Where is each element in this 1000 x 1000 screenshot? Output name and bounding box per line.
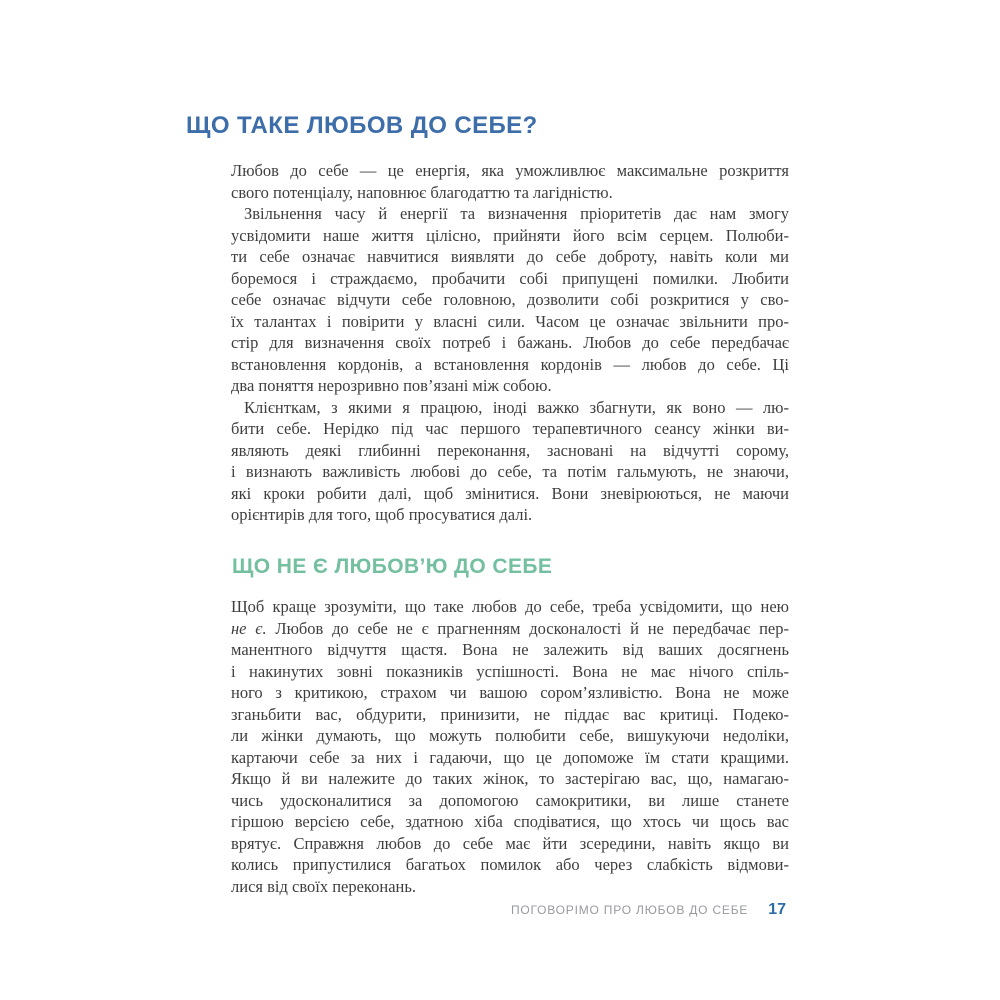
paragraph bbox=[231, 397, 789, 526]
paragraph bbox=[231, 203, 789, 397]
text-line: орієнтирів для того, щоб просуватися далі. bbox=[231, 505, 533, 524]
text-line: колись припустилися багатьох помилок або через слабкість відмови- bbox=[231, 855, 789, 874]
text-line: ного з критикою, страхом чи вашою сором’язливістю. Вона не може bbox=[231, 683, 789, 702]
text-line: являють деякі глибинні переконання, засновані на відчутті сорому, bbox=[231, 440, 789, 460]
text-line: встановлення кордонів, а встановлення кордонів — любов до себе. Ці bbox=[231, 354, 789, 374]
text-line: Якщо й ви належите до таких жінок, то застерігаю вас, що, намагаю- bbox=[231, 769, 789, 788]
text-line: два поняття нерозривно пов’язані між собою. bbox=[231, 376, 552, 395]
paragraph bbox=[231, 160, 789, 203]
section-1-body bbox=[231, 160, 789, 526]
text-line: Любов до себе — це енергія, яка уможливлює максимальне розкриття bbox=[231, 161, 789, 180]
paragraph bbox=[231, 596, 789, 897]
text-line: себе означає відчути себе головною, дозволити собі розкритися у сво- bbox=[231, 290, 789, 309]
text-line: манентного відчуття щастя. Вона не залежить від ваших досягнень bbox=[231, 640, 789, 659]
text-line: лися від своїх переконань. bbox=[231, 876, 416, 896]
text-line: ти себе означає навчитися виявляти до себе доброту, навіть коли ми bbox=[231, 247, 789, 266]
text-line: і накинутих зовні показників успішності. Вона не має нічого спіль- bbox=[231, 661, 789, 681]
text-line: Щоб краще зрозуміти, що таке любов до себе, треба усвідомити, що нею bbox=[231, 597, 789, 616]
text-line: зганьбити вас, обдурити, принизити, не піддає вас критиці. Подеко- bbox=[231, 704, 789, 724]
text-line: Клієнткам, з якими я працюю, іноді важко збагнути, як воно — лю- bbox=[244, 397, 789, 417]
text-line: гіршою версією себе, здатною хіба сподіватися, що хтось чи щось вас bbox=[231, 812, 789, 831]
text-line: їх талантах і повірити у власні сили. Часом це означає звільнити про- bbox=[231, 311, 789, 331]
section-2-body bbox=[231, 596, 789, 897]
chapter-heading: ЩО ТАКЕ ЛЮБОВ ДО СЕБЕ? bbox=[186, 112, 538, 139]
text-line: ли жінки думають, що можуть полюбити себе, вишукуючи недоліки, bbox=[231, 726, 789, 745]
text-line: не є. Любов до себе не є прагненням досконалості й не передбачає пер- bbox=[231, 618, 789, 638]
section-heading: ЩО НЕ Є ЛЮБОВ’Ю ДО СЕБЕ bbox=[232, 555, 553, 578]
page-footer bbox=[231, 901, 786, 919]
text-line: картаючи себе за них і гадаючи, що це допоможе їм стати кращими. bbox=[231, 747, 789, 767]
text-line: які кроки робити далі, щоб змінитися. Вони зневірюються, не маючи bbox=[231, 483, 789, 503]
text-line: врятує. Справжня любов до себе має йти зсередини, навіть якщо ви bbox=[231, 833, 789, 853]
text-line: і визнають важливість любові до себе, та потім гальмують, не знаючи, bbox=[231, 462, 789, 481]
text-line: свого потенціалу, наповнює благодаттю та лагідністю. bbox=[231, 182, 613, 202]
text-line: усвідомити наше життя цілісно, прийняти його всім серцем. Полюби- bbox=[231, 225, 789, 245]
text-line: чись удосконалитися за допомогою самокритики, ви лише станете bbox=[231, 790, 789, 810]
text-line: бити себе. Нерідко під час першого терапевтичного сеансу жінки ви- bbox=[231, 419, 789, 438]
running-title: ПОГОВОРІМО ПРО ЛЮБОВ ДО СЕБЕ bbox=[510, 903, 749, 917]
text-line: стір для визначення своїх потреб і бажань. Любов до себе передбачає bbox=[231, 333, 789, 352]
text-line: Звільнення часу й енергії та визначення пріоритетів дає нам змогу bbox=[244, 204, 789, 223]
page-number: 17 bbox=[768, 901, 786, 918]
text-line: боремося і страждаємо, пробачити собі припущені помилки. Любити bbox=[231, 268, 789, 288]
